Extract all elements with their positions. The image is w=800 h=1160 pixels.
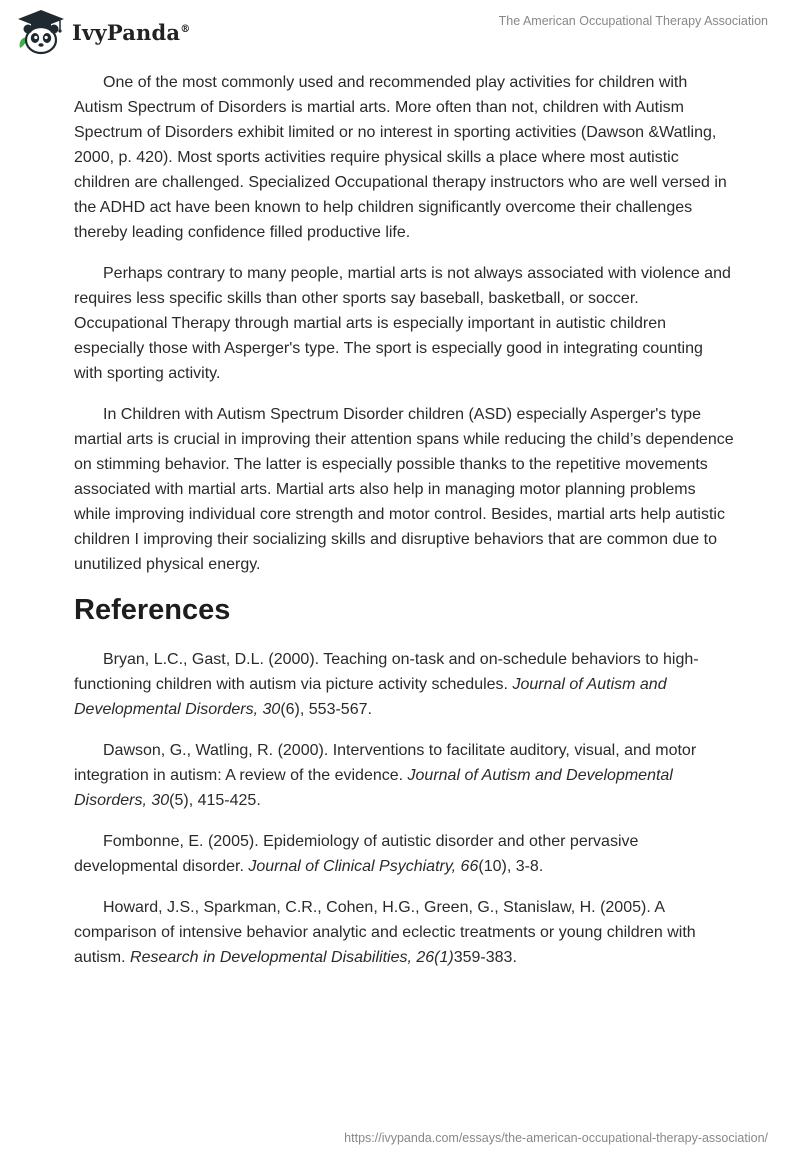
body-paragraph: In Children with Autism Spectrum Disorder children (ASD) especially Asperger's type martial arts is crucial in improving their attention spans while reducing the child’s dependence on stimming behavior. The latter is especially possible thanks to the repetitive movements associated with martial arts. Martial arts also help in managing motor planning problems while improving individual core strength and motor control. Besides, martial arts help autistic children I improving their socializing skills and disruptive behaviors that are common due to unutilized physical energy. (74, 406, 734, 573)
reference-journal: Journal of Clinical Psychiatry, 66 (248, 858, 479, 875)
reference-item: Fombonne, E. (2005). Epidemiology of autistic disorder and other pervasive developmental disorder. Journal of Clinical Psychiatry, 66(10), 3-8. (74, 833, 639, 875)
reference-journal: Research in Developmental Disabilities, 26(1) (130, 949, 454, 966)
page-header (0, 0, 800, 60)
essay-content (74, 70, 734, 986)
body-paragraph: Perhaps contrary to many people, martial arts is not always associated with violence and requires less specific skills than other sports say baseball, basketball, or soccer. Occupational Therapy through martial arts is especially important in autistic children especially those with Asperger's type. The sport is especially good in integrating counting with sporting activity. (74, 265, 731, 382)
source-url[interactable]: https://ivypanda.com/essays/the-american-occupational-therapy-association/ (344, 1131, 768, 1145)
brand-logo[interactable] (14, 8, 190, 56)
references-heading: References (74, 594, 231, 626)
brand-name: IvyPanda® (72, 19, 191, 45)
reference-journal: Journal of Autism and Developmental Disorders, 30 (74, 676, 667, 718)
reference-item: Dawson, G., Watling, R. (2000). Interventions to facilitate auditory, visual, and motor integration in autism: A review of the evidence. Journal of Autism and Developmental Disorders, 30(5), 415-425. (74, 742, 697, 809)
reference-item: Bryan, L.C., Gast, D.L. (2000). Teaching on-task and on-schedule behaviors to high- functioning children with autism via picture activity schedules. Journal of Autism and Developmental Disorders, 30(6), 553-567. (74, 651, 699, 718)
reference-journal: Journal of Autism and Developmental Disorders, 30 (74, 767, 673, 809)
reference-item: Howard, J.S., Sparkman, C.R., Cohen, H.G., Green, G., Stanislaw, H. (2005). A comparison of intensive behavior analytic and eclectic treatments or young children with autism. Research in Developmental Disabilities, 26(1)359-383. (74, 899, 696, 966)
document-title: The American Occupational Therapy Association (498, 14, 768, 28)
body-paragraph: One of the most commonly used and recommended play activities for children with Autism Spectrum of Disorders is martial arts. More often than not, children with Autism Spectrum of Disorders exhibit limited or no interest in sporting activities (Dawson &Watling, 2000, p. 420). Most sports activities require physical skills a place where most autistic children are challenged. Specialized Occupational therapy instructors who are well versed in the ADHD act have been known to help children significantly overcome their challenges thereby leading confidence filled productive life. (74, 74, 727, 241)
panda-graduate-icon (14, 8, 68, 56)
